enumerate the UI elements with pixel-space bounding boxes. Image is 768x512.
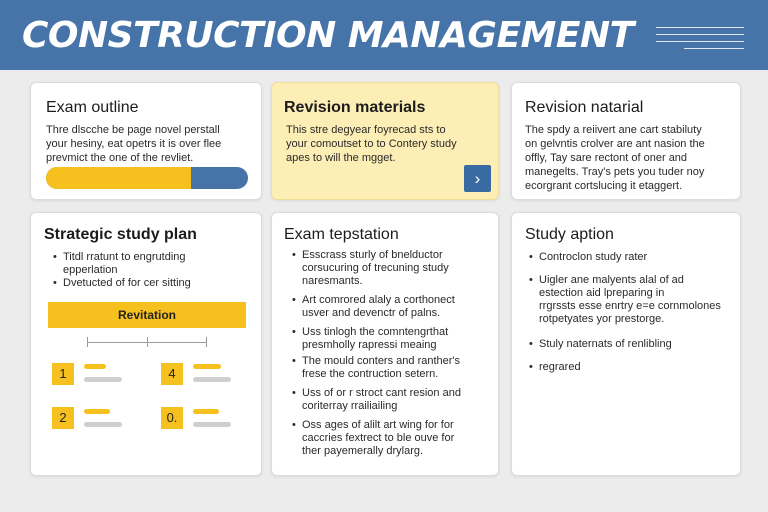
- next-arrow-button[interactable]: ›: [464, 165, 491, 192]
- revision-materials-card[interactable]: [271, 82, 499, 200]
- exam-list: [292, 249, 461, 458]
- list-item: • Dvetucted of for cer sitting: [53, 277, 191, 290]
- step-bar: [193, 409, 219, 414]
- list-item: • Esscrass sturly of bnelductor corsucuring of trecuning study naresmants.: [292, 249, 461, 288]
- step-badge: 4: [161, 363, 183, 385]
- list-item: • Controclon study rater: [529, 251, 721, 264]
- card-title: Revision natarial: [525, 99, 644, 116]
- step-bar: [84, 422, 122, 427]
- list-item: • The mould conters and ranther's frese the contruction setern.: [292, 355, 461, 381]
- revisation-bar[interactable]: Revitation: [48, 302, 246, 328]
- list-item: • Uss of or r stroct cant resion and coriterray rrailiailing: [292, 387, 461, 413]
- progress-bar: [46, 167, 248, 189]
- step-bar: [193, 364, 221, 369]
- step-bar: [84, 364, 106, 369]
- page-title: CONSTRUCTION MANAGEMENT: [22, 15, 634, 56]
- card-description: The spdy a reiivert ane cart stabiluty on gelvntis crolver are ant nasion the offly, Tay sare rectont of oner and manegelts. Tray's pets you tuder noy ecorgrant cortslucing it etaggert.: [525, 124, 705, 192]
- step-bar: [193, 377, 231, 382]
- timeline: [87, 337, 207, 347]
- option-list: [529, 251, 721, 374]
- step-bar: [84, 409, 110, 414]
- list-item: • Uss tinlogh the comntengrthat presmholly rapressi meaing: [292, 326, 461, 352]
- list-item: • regrared: [529, 361, 721, 374]
- step-badge: 2: [52, 407, 74, 429]
- step-bar: [84, 377, 122, 382]
- menu-lines-icon: [656, 27, 744, 55]
- study-aption-card[interactable]: [511, 212, 741, 476]
- list-item: • Art comrored alaly a corthonect usver and devenctr of palns.: [292, 294, 461, 320]
- card-description: This stre degyear foyrecad sts to your comoutset to to Contery study apes to will the mgget.: [286, 124, 457, 164]
- list-item: • Oss ages of alilt art wing for for caccries fextrect to ble ouve for ther payemerally drylarg.: [292, 419, 461, 458]
- revision-natarial-card[interactable]: [511, 82, 741, 200]
- list-item: • Uigler ane malyents alal of ad estection aid lpreparing in rrgrssts esse enrtry e=e cornmolones rotpetyates yor prestorge.: [529, 274, 721, 326]
- progress-fill: [46, 167, 191, 189]
- plan-list: [53, 251, 191, 290]
- exam-outline-card[interactable]: [30, 82, 262, 200]
- step-bar: [193, 422, 231, 427]
- page-header: [0, 0, 768, 70]
- card-title: Study aption: [525, 226, 614, 243]
- strategic-study-plan-card[interactable]: [30, 212, 262, 476]
- card-title: Exam tepstation: [284, 226, 399, 243]
- list-item: • Stuly naternats of renlibling: [529, 338, 721, 351]
- card-title: Strategic study plan: [44, 226, 197, 243]
- step-badge: 0.: [161, 407, 183, 429]
- card-description: Thre dlscche be page novel perstall your hesiny, eat opetrs it is over flee prevmict the one of the revliet.: [46, 124, 222, 164]
- step-badge: 1: [52, 363, 74, 385]
- card-title: Revision materials: [284, 99, 426, 116]
- list-item: • Titdl rratunt to engrutding epperlation: [53, 251, 191, 277]
- exam-tepstation-card[interactable]: [271, 212, 499, 476]
- card-title: Exam outline: [46, 99, 139, 116]
